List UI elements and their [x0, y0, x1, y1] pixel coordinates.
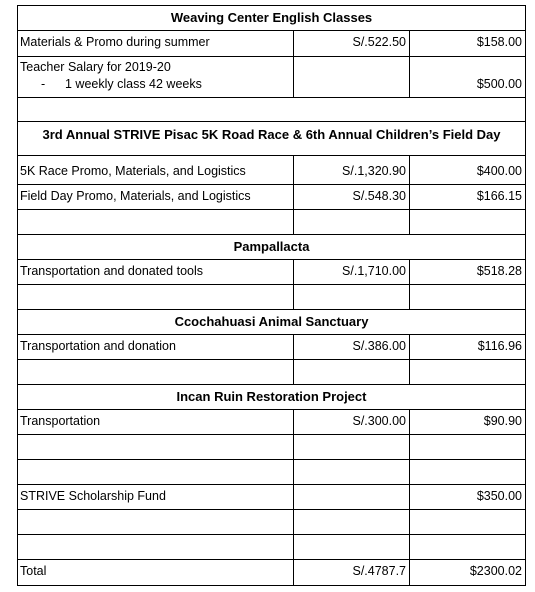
row-border — [17, 384, 526, 385]
row-label: STRIVE Scholarship Fund — [20, 489, 166, 503]
row-usd: $116.96 — [477, 339, 522, 353]
row-border — [17, 234, 526, 235]
bullet-dash: - — [41, 77, 46, 91]
budget-table — [17, 5, 526, 586]
row-border — [17, 585, 526, 586]
row-soles: S/.1,320.90 — [342, 164, 406, 178]
section-title-incan: Incan Ruin Restoration Project — [176, 389, 367, 404]
row-usd: $400.00 — [476, 164, 522, 178]
row-label: Field Day Promo, Materials, and Logistics — [20, 189, 251, 203]
total-usd: $2300.02 — [469, 564, 522, 578]
row-usd: $350.00 — [476, 489, 522, 503]
row-usd: $90.90 — [483, 414, 522, 428]
row-border — [17, 259, 526, 260]
row-border — [17, 484, 526, 485]
row-border — [17, 459, 526, 460]
total-soles: S/.4787.7 — [352, 564, 406, 578]
column-divider — [293, 409, 294, 586]
row-label: Transportation and donated tools — [20, 264, 203, 278]
total-label: Total — [20, 564, 47, 578]
row-border — [17, 559, 526, 560]
row-usd: $518.28 — [476, 264, 522, 278]
row-soles: S/.386.00 — [352, 339, 406, 353]
section-title-sanctuary: Ccochahuasi Animal Sanctuary — [174, 314, 369, 329]
row-border — [17, 121, 526, 122]
row-border — [17, 56, 526, 57]
row-label: Transportation — [20, 414, 101, 428]
row-border — [17, 284, 526, 285]
row-usd: $166.15 — [476, 189, 522, 203]
row-soles: S/.300.00 — [352, 414, 406, 428]
row-border — [17, 359, 526, 360]
section-title-strive-race: 3rd Annual STRIVE Pisac 5K Road Race & 6th Annual Children’s Field Day — [42, 127, 501, 142]
row-label: 5K Race Promo, Materials, and Logistics — [20, 164, 246, 178]
row-label: Teacher Salary for 2019-20 — [20, 60, 171, 74]
row-soles: S/.1,710.00 — [342, 264, 406, 278]
row-label: Transportation and donation — [20, 339, 176, 353]
row-soles: S/.522.50 — [352, 35, 406, 49]
row-sub-item — [17, 77, 293, 92]
table-border-right — [525, 5, 526, 586]
row-border — [17, 5, 526, 6]
row-border — [17, 509, 526, 510]
row-border — [17, 97, 526, 98]
row-border — [17, 184, 526, 185]
row-border — [17, 155, 526, 156]
section-title-pampallacta: Pampallacta — [233, 239, 310, 254]
row-border — [17, 30, 526, 31]
row-soles: S/.548.30 — [352, 189, 406, 203]
row-sub-label: 1 weekly class 42 weeks — [65, 77, 202, 91]
row-border — [17, 309, 526, 310]
row-usd: $500.00 — [476, 77, 522, 91]
row-usd: $158.00 — [476, 35, 522, 49]
row-border — [17, 434, 526, 435]
row-border — [17, 409, 526, 410]
section-title-weaving: Weaving Center English Classes — [170, 10, 373, 25]
row-label: Materials & Promo during summer — [20, 35, 210, 49]
row-border — [17, 534, 526, 535]
row-border — [17, 334, 526, 335]
row-border — [17, 209, 526, 210]
